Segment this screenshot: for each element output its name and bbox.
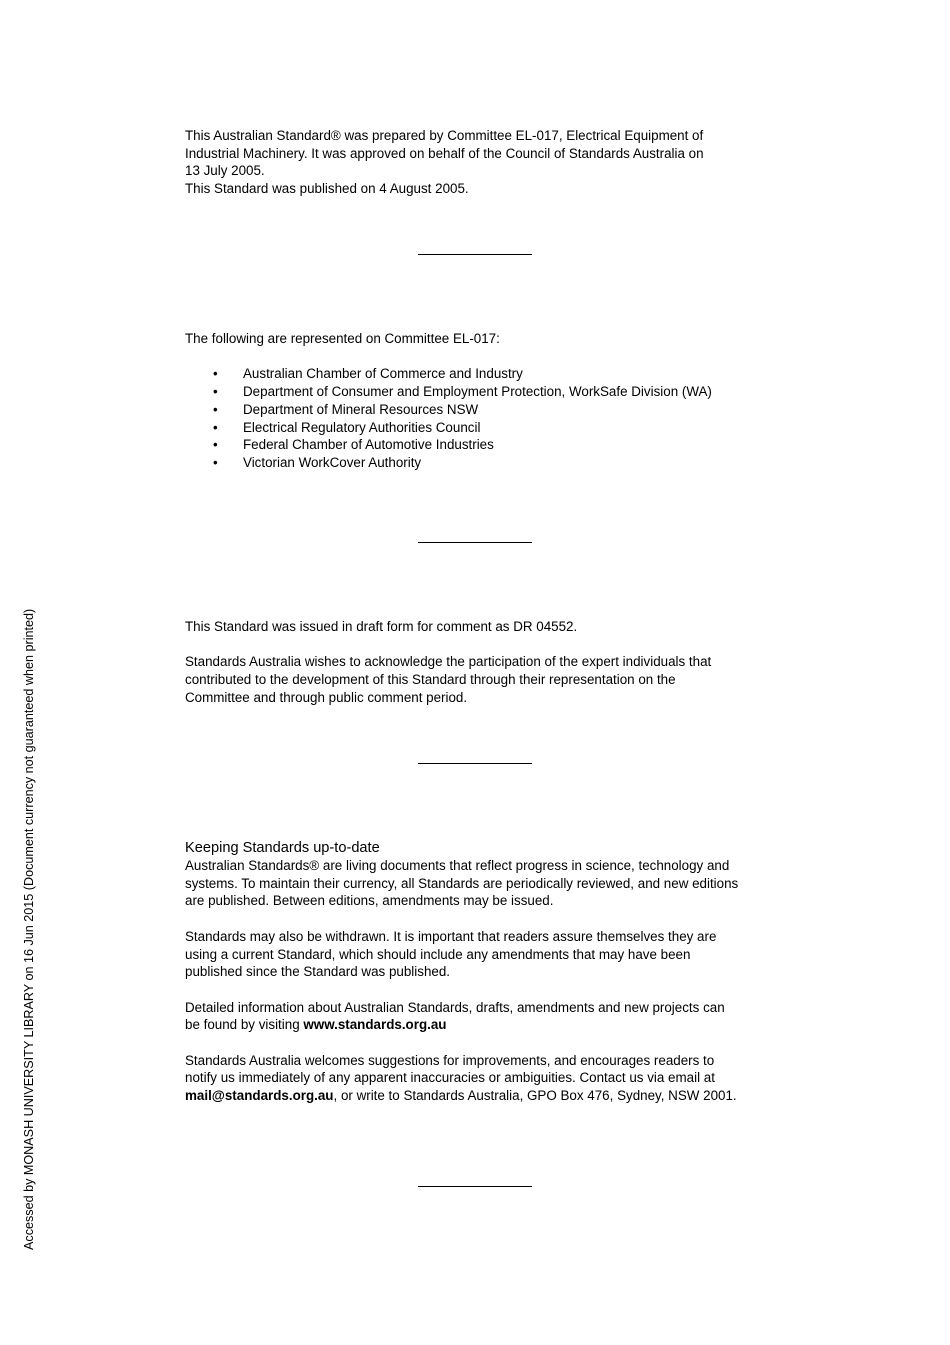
committee-section: [185, 330, 770, 472]
paragraph-line: notify us immediately of any apparent inaccuracies or ambiguities. Contact us via email at: [185, 1070, 715, 1086]
committee-member: • Department of Consumer and Employment Protection, WorkSafe Division (WA): [185, 383, 770, 401]
committee-member: • Department of Mineral Resources NSW: [185, 401, 770, 419]
approval-section: [185, 127, 770, 198]
acknowledgement-line: Standards Australia wishes to acknowledge the participation of the expert individuals that: [185, 654, 712, 670]
access-side-note: Accessed by MONASH UNIVERSITY LIBRARY on 16 Jun 2015 (Document currency not guaranteed when printed): [22, 608, 36, 1250]
acknowledgement-line: contributed to the development of this Standard through their representation on the: [185, 672, 676, 688]
paragraph-line: using a current Standard, which should include any amendments that may have been: [185, 946, 691, 962]
paragraph-line: are published. Between editions, amendments may be issued.: [185, 893, 554, 909]
acknowledgement-line: Committee and through public comment period.: [185, 689, 468, 705]
email-link[interactable]: mail@standards.org.au: [185, 1088, 334, 1104]
section-divider: [418, 763, 532, 764]
paragraph-line: published since the Standard was published.: [185, 964, 451, 980]
keeping-standards-section: [185, 839, 770, 1105]
paragraph-line: Standards Australia welcomes suggestions for improvements, and encourages readers to: [185, 1052, 715, 1068]
visit-prefix: be found by visiting: [185, 1017, 304, 1033]
paragraph-line: Standards may also be withdrawn. It is important that readers assure themselves they are: [185, 928, 717, 944]
draft-section: [185, 618, 770, 707]
section-divider: [418, 254, 532, 255]
contact-suffix: , or write to Standards Australia, GPO Box 476, Sydney, NSW 2001.: [333, 1088, 737, 1104]
section-heading: Keeping Standards up-to-date: [185, 840, 380, 856]
paragraph-line: systems. To maintain their currency, all Standards are periodically reviewed, and new editions: [185, 875, 739, 891]
committee-intro: The following are represented on Committee EL-017:: [185, 331, 500, 346]
committee-member: • Federal Chamber of Automotive Industries: [185, 436, 770, 454]
draft-issued-text: This Standard was issued in draft form for comment as DR 04552.: [185, 619, 578, 634]
paragraph-line: Detailed information about Australian Standards, drafts, amendments and new projects can: [185, 999, 725, 1015]
section-divider: [418, 542, 532, 543]
approval-line: This Australian Standard® was prepared by Committee EL-017, Electrical Equipment of: [185, 128, 704, 143]
paragraph-line: Australian Standards® are living documents that reflect progress in science, technology and: [185, 858, 730, 873]
approval-line: Industrial Machinery. It was approved on behalf of the Council of Standards Australia on: [185, 145, 704, 161]
committee-member: • Electrical Regulatory Authorities Council: [185, 419, 770, 437]
paragraph-line: [185, 1016, 770, 1034]
approval-line: 13 July 2005.: [185, 163, 265, 179]
paragraph-line: [185, 1087, 770, 1105]
committee-member: • Victorian WorkCover Authority: [185, 454, 770, 472]
website-link[interactable]: www.standards.org.au: [303, 1017, 447, 1033]
committee-member: • Australian Chamber of Commerce and Industry: [185, 365, 770, 383]
committee-member-list: [185, 365, 770, 471]
published-date-line: This Standard was published on 4 August 2005.: [185, 181, 469, 197]
section-divider: [418, 1186, 532, 1187]
